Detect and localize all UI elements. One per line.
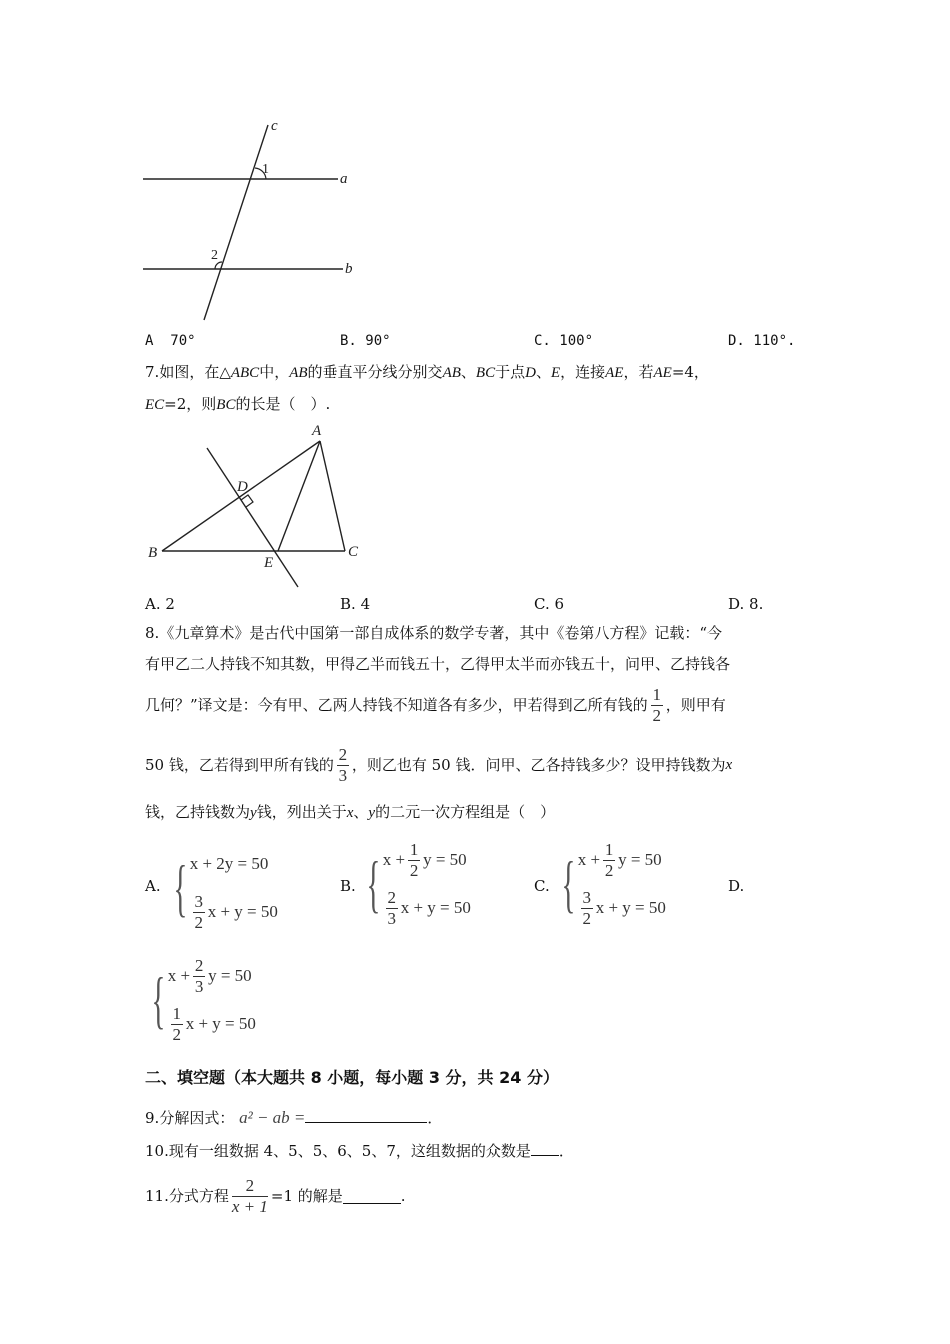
q8-option-c-label[interactable]: C. <box>534 877 550 895</box>
q8-option-a-system[interactable]: { x + 2y = 50 $\frac{3}{2}$ x + y = 50 <box>173 852 278 932</box>
q7-line-1: 7.如图，在△ABC中，AB的垂直平分线分别交AB、BC于点D、E，连接AE，若AE=4， <box>145 363 709 381</box>
q8-line-3: 几何？”译文是：今有甲、乙两人持钱不知道各有多少，甲若得到乙所有钱的 $\frac{1}{2}$ ，则甲有 <box>145 684 726 725</box>
q8-option-d-label[interactable]: D. <box>728 877 745 895</box>
fraction-two-thirds: $\frac{2}{3}$ <box>338 744 348 785</box>
q10-answer-blank[interactable] <box>531 1141 559 1156</box>
left-brace-icon: { <box>366 848 381 919</box>
point-e-label: E <box>264 555 274 571</box>
q7-line-2: EC=2，则BC的长是（ ）. <box>145 395 331 413</box>
parallel-lines-figure <box>130 110 380 330</box>
q7-option-d[interactable]: D. 8. <box>728 595 764 613</box>
fraction-one-half: $\frac{1}{2}$ <box>652 684 661 725</box>
q6-option-b[interactable]: B. 90° <box>340 333 391 349</box>
left-brace-icon: { <box>173 852 188 923</box>
q11-line: 11. 分式方程 $\frac{2}{x + 1}$ =1 的解是 . <box>145 1175 406 1216</box>
q6-option-a[interactable]: A 70° <box>145 333 196 349</box>
q11-answer-blank[interactable] <box>343 1189 401 1204</box>
vertex-b-label: B <box>148 545 158 561</box>
left-brace-icon: { <box>561 848 576 919</box>
line-b-label: b <box>345 261 353 277</box>
q8-line-5: 钱，乙持钱数为y钱，列出关于x、y的二元一次方程组是（ ） <box>145 803 556 821</box>
q7-option-a[interactable]: A. 2 <box>145 595 175 613</box>
q8-line-1: 8.《九章算术》是古代中国第一部自成体系的数学专著，其中《卷第八方程》记载：“今 <box>145 624 722 642</box>
fraction-2-over-x-plus-1: $\frac{2}{x + 1}$ <box>231 1175 268 1216</box>
q6-option-c[interactable]: C. 100° <box>534 333 594 349</box>
left-brace-icon: { <box>151 964 166 1035</box>
vertex-c-label: C <box>348 544 359 560</box>
angle-1-label: 1 <box>262 162 269 177</box>
q9-answer-blank[interactable] <box>305 1108 427 1123</box>
q9-expression: a² − ab = <box>239 1108 306 1127</box>
q8-option-c-system[interactable]: { x + $\frac{1}{2}$ y = 50 $\frac{3}{2}$ x + y = 50 <box>561 839 666 928</box>
q9-line: 9.分解因式： a² − ab = ． <box>145 1108 443 1127</box>
q8-option-a-label[interactable]: A. <box>145 877 161 895</box>
q8-line-2: 有甲乙二人持钱不知其数，甲得乙半而钱五十，乙得甲太半而亦钱五十，问甲、乙持钱各 <box>145 655 731 673</box>
section-heading: 二、填空题（本大题共 8 小题，每小题 3 分，共 24 分） <box>145 1068 559 1087</box>
q10-line: 10.现有一组数据 4、5、5、6、5、7，这组数据的众数是 ． <box>145 1142 574 1160</box>
q6-option-d[interactable]: D. 110°. <box>728 333 796 349</box>
q7-option-c[interactable]: C. 6 <box>534 595 565 613</box>
triangle-figure <box>130 415 390 590</box>
q8-option-b-label[interactable]: B. <box>340 877 356 895</box>
q8-option-d-system[interactable]: { x + $\frac{2}{3}$ y = 50 $\frac{1}{2}$ x + y = 50 <box>151 955 256 1044</box>
q7-option-b[interactable]: B. 4 <box>340 595 371 613</box>
q8-option-b-system[interactable]: { x + $\frac{1}{2}$ y = 50 $\frac{2}{3}$ x + y = 50 <box>366 839 471 928</box>
vertex-a-label: A <box>312 423 322 439</box>
line-c-label: c <box>271 118 278 134</box>
line-a-label: a <box>340 171 348 187</box>
angle-2-label: 2 <box>211 248 218 263</box>
point-d-label: D <box>237 479 248 495</box>
q8-line-4: 50 钱，乙若得到甲所有钱的 $\frac{2}{3}$ ，则乙也有 50 钱．问甲、乙各持钱多少？设甲持钱数为 x <box>145 744 733 785</box>
